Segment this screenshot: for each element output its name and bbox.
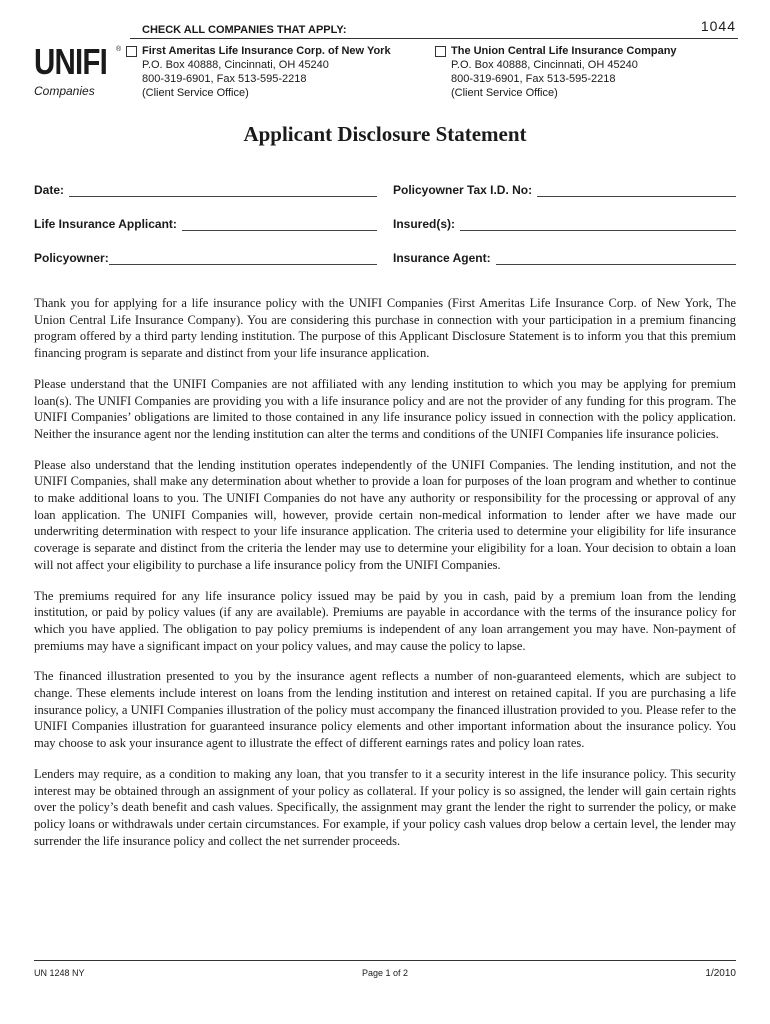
insured-label: Insured(s): xyxy=(393,217,456,231)
company-note: (Client Service Office) xyxy=(142,87,249,99)
insured-field xyxy=(393,217,736,231)
body-paragraph: Thank you for applying for a life insurance policy with the UNIFI Companies (First Ameritas Life Insurance Corp. of New York, The Union Central Life Insurance Company). You are considering this purchase in connection with your participation in a premium financing program offered by a third party lending institution. The purpose of this Applicant Disclosure Statement is to inform you that this premium financing program is separate and distinct from your life insurance application. xyxy=(34,296,736,361)
logo-wordmark: UNIFI xyxy=(34,41,107,82)
body-paragraph: Please also understand that the lending institution operates independently of the UNIFI Companies. The lending institution, and not the UNIFI Companies, shall make any determination about whether to provide a loan for purposes of the loan program and whether to continue to make additional loans to you. The UNIFI Companies do not have any authority or responsibility for the processing or approval of any loan application. The UNIFI Companies will, however, provide certain non-medical information to lender after we have made our underwriting determination with respect to your life insurance application. The criteria used to determine your eligibility for life insurance coverage is separate and distinct from the criteria the lender may use to determine your eligibility for a loan. Your decision to obtain a loan will not affect your eligibility to purchase a life insurance policy from the UNIFI Companies. xyxy=(34,457,736,572)
unifi-logo xyxy=(34,41,134,104)
date-label: Date: xyxy=(34,183,65,197)
applicant-input[interactable] xyxy=(182,219,377,231)
company-option-first-ameritas xyxy=(126,44,416,100)
check-all-heading: CHECK ALL COMPANIES THAT APPLY: xyxy=(142,24,347,36)
first-ameritas-checkbox[interactable] xyxy=(126,46,137,57)
policyowner-input[interactable] xyxy=(109,253,377,265)
document-title: Applicant Disclosure Statement xyxy=(243,122,527,146)
date-field xyxy=(34,183,377,197)
header-divider xyxy=(130,38,738,39)
applicant-field xyxy=(34,217,377,231)
revision-date: 1/2010 xyxy=(705,968,736,979)
insured-input[interactable] xyxy=(460,219,736,231)
footer-divider xyxy=(34,960,736,961)
applicant-label: Life Insurance Applicant: xyxy=(34,217,177,231)
tax-id-field xyxy=(393,183,736,197)
company-name: First Ameritas Life Insurance Corp. of New York xyxy=(142,45,391,57)
agent-field xyxy=(393,251,736,265)
tax-id-input[interactable] xyxy=(537,185,736,197)
company-phone: 800-319-6901, Fax 513-595-2218 xyxy=(142,73,307,85)
agent-input[interactable] xyxy=(496,253,736,265)
company-phone: 800-319-6901, Fax 513-595-2218 xyxy=(451,73,616,85)
body-paragraph: Lenders may require, as a condition to making any loan, that you transfer to it a security interest in the life insurance policy. This security interest may be obtained through an assignment of your policy as collateral. If your policy is so assigned, the lender will gain certain rights over the policy’s death benefit and cash values. Specifically, the assignment may grant the lender the right to surrender the policy, or make policy loans or withdrawals under certain circumstances. For example, if your policy cash values drop below a certain level, the lender may surrender the life insurance policy and collect the net surrender proceeds. xyxy=(34,766,736,848)
policyowner-field xyxy=(34,251,377,265)
agent-label: Insurance Agent: xyxy=(393,251,491,265)
form-code: UN 1248 NY xyxy=(34,968,85,978)
company-address: P.O. Box 40888, Cincinnati, OH 45240 xyxy=(142,59,329,71)
logo-registered-mark: ® xyxy=(116,46,122,53)
tax-id-label: Policyowner Tax I.D. No: xyxy=(393,183,533,197)
company-note: (Client Service Office) xyxy=(451,87,558,99)
policyowner-label: Policyowner: xyxy=(34,251,109,265)
body-paragraph: The premiums required for any life insurance policy issued may be paid by you in cash, paid by a premium loan from the lending institution, or paid by policy values (if any are available). Premiums are payable in accordance with the terms of the insurance policy for which you have applied. The obligation to pay policy premiums is independent of any loan arrangement you may have. Non-payment of premiums may have a significant impact on your policy values, and may cause the policy to lapse. xyxy=(34,588,736,653)
company-option-union-central xyxy=(435,44,735,100)
company-address: P.O. Box 40888, Cincinnati, OH 45240 xyxy=(451,59,638,71)
company-name: The Union Central Life Insurance Company xyxy=(451,45,677,57)
disclosure-body xyxy=(34,295,736,863)
date-input[interactable] xyxy=(69,185,377,197)
union-central-checkbox[interactable] xyxy=(435,46,446,57)
page-number: Page 1 of 2 xyxy=(361,968,409,978)
logo-subtitle: Companies xyxy=(34,84,95,98)
body-paragraph: Please understand that the UNIFI Companies are not affiliated with any lending institution to which you may be applying for premium loan(s). The UNIFI Companies are providing you with a life insurance policy and are not the provider of any funding for this program. The UNIFI Companies’ obligations are limited to those contained in any life insurance policy issued in connection with the policy application. Neither the insurance agent nor the lending institution can alter the terms and conditions of the UNIFI Companies life insurance policies. xyxy=(34,376,736,441)
body-paragraph: The financed illustration presented to you by the insurance agent reflects a number of non-guaranteed elements, which are subject to change. These elements include interest on loans from the lending institution and interest on retained capital. If you are purchasing a life insurance policy, a UNIFI Companies illustration of the policy must accompany the financed illustration provided to you. Please refer to the UNIFI Companies illustration for guaranteed insurance policy elements and other important information about the insurance policy. You may choose to ask your insurance agent to illustrate the effect of different earnings rates and policy loan rates. xyxy=(34,669,736,751)
form-number: 1044 xyxy=(700,18,736,34)
